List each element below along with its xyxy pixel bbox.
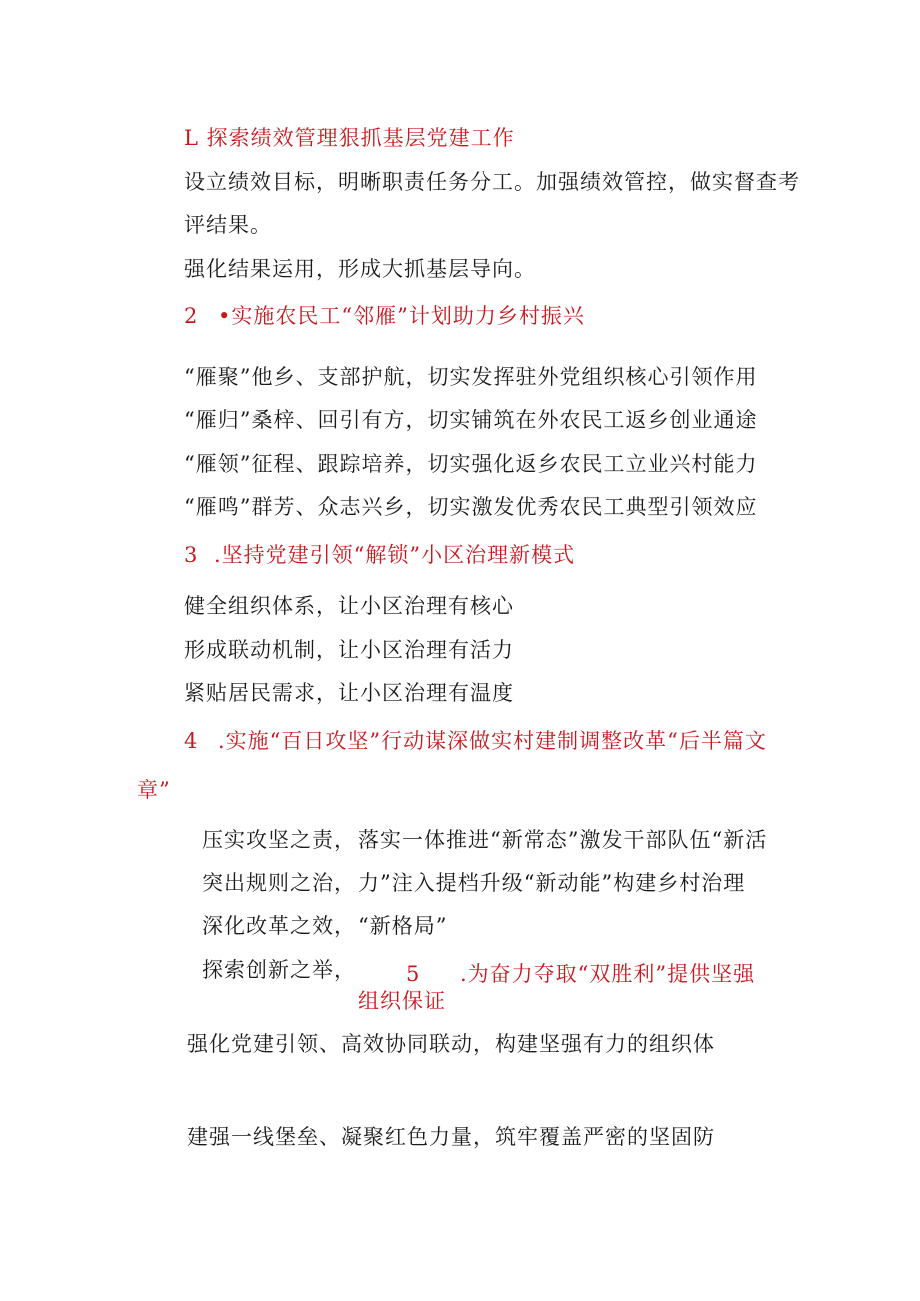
section-4-left-item: 深化改革之效， xyxy=(202,914,356,938)
section-2-item: “雁归”桑梓、回引有方，切实铺筑在外农民工返乡创业通途 xyxy=(184,408,758,432)
section-5-item: 强化党建引领、高效协同联动，构建坚强有力的组织体 xyxy=(187,1032,715,1056)
section-5-heading xyxy=(406,960,755,988)
section-4-left-item: 突出规则之治， xyxy=(202,871,356,895)
section-4-right-item: “新格局” xyxy=(358,914,448,938)
section-5-number: 5 xyxy=(406,962,421,986)
section-1-heading: L 探索绩效管理狠抓基层党建工作 xyxy=(184,126,515,150)
section-2-item: “雁领”征程、跟踪培养，切实强化返乡农民工立业兴村能力 xyxy=(184,452,758,476)
section-5-heading-text: .为奋力夺取“双胜利”提供坚强 xyxy=(460,962,756,986)
section-3-item: 健全组织体系，让小区治理有核心 xyxy=(184,594,514,618)
section-4-number: 4 xyxy=(184,729,199,753)
section-3-item: 紧贴居民需求，让小区治理有温度 xyxy=(184,681,514,705)
section-2-item: “雁鸣”群芳、众志兴乡，切实激发优秀农民工典型引领效应 xyxy=(184,495,758,519)
section-2-heading-text: •实施农民工“邻雁”计划助力乡村振兴 xyxy=(218,304,585,328)
section-5-item: 建强一线堡垒、凝聚红色力量，筑牢覆盖严密的坚固防 xyxy=(187,1125,715,1149)
section-4-heading-text: .实施“百日攻坚”行动谋深做实村建制调整改革“后半篇文 xyxy=(218,729,767,753)
section-4-right-item: 落实一体推进“新常态”激发干部队伍“新活 xyxy=(358,828,768,852)
section-4-left-item: 压实攻坚之责， xyxy=(202,828,356,852)
section-3-item: 形成联动机制，让小区治理有活力 xyxy=(184,638,514,662)
section-3-heading-text: .坚持党建引领“解锁”小区治理新模式 xyxy=(214,543,576,567)
section-5-heading-continuation: 组织保证 xyxy=(358,989,446,1013)
section-3-heading xyxy=(184,541,575,569)
section-3-number: 3 xyxy=(184,543,199,567)
section-2-heading xyxy=(184,302,585,330)
section-4-right-item: 力”注入提档升级“新动能”构建乡村治理 xyxy=(358,871,746,895)
section-4-left-item: 探索创新之举， xyxy=(202,958,356,982)
section-2-number: 2 xyxy=(184,304,199,328)
section-4-heading xyxy=(184,727,767,755)
section-1-item: 设立绩效目标，明晰职责任务分工。加强绩效管控，做实督查考 xyxy=(184,170,800,194)
section-1-item: 评结果。 xyxy=(184,213,272,237)
section-1-item: 强化结果运用，形成大抓基层导向。 xyxy=(184,257,536,281)
section-4-heading-continuation: 章” xyxy=(137,778,171,802)
section-2-item: “雁聚”他乡、支部护航，切实发挥驻外党组织核心引领作用 xyxy=(184,365,758,389)
